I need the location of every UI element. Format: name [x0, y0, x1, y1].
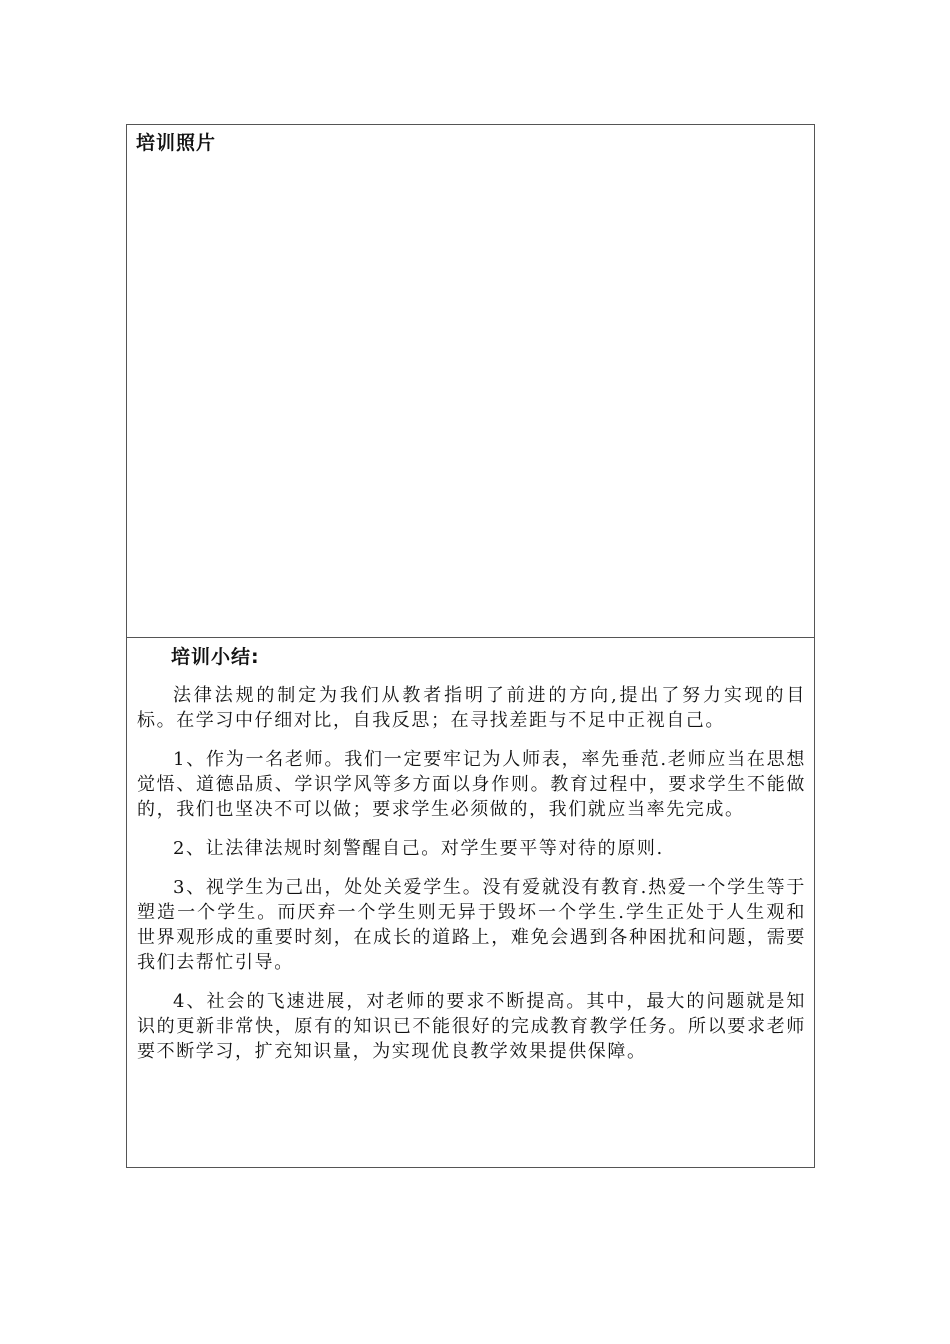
summary-paragraph-point-3: 3、视学生为己出，处处关爱学生。没有爱就没有教育.热爱一个学生等于塑造一个学生。而厌弃一个学生则无异于毁坏一个学生.学生正处于人生观和世界观形成的重要时刻，在成长的道路上，难免会遇到各种困扰和问题，需要我们去帮忙引导。	[137, 877, 806, 973]
summary-paragraph-point-2: 2、让法律法规时刻警醒自己。对学生要平等对待的原则.	[173, 838, 664, 859]
summary-paragraph-point-4: 4、社会的飞速进展，对老师的要求不断提高。其中，最大的问题就是知识的更新非常快，原有的知识已不能很好的完成教育教学任务。所以要求老师要不断学习，扩充知识量，为实现优良教学效果提供保障。	[137, 991, 806, 1062]
training-photo-heading: 培训照片	[136, 132, 217, 154]
training-photo-cell	[127, 125, 814, 638]
training-summary-cell	[127, 638, 814, 1167]
training-record-table	[126, 124, 815, 1168]
summary-paragraph-point-1: 1、作为一名老师。我们一定要牢记为人师表，率先垂范.老师应当在思想觉悟、道德品质、学识学风等多方面以身作则。教育过程中，要求学生不能做的，我们也坚决不可以做；要求学生必须做的，我们就应当率先完成。	[137, 749, 806, 820]
summary-paragraph-intro: 法律法规的制定为我们从教者指明了前进的方向,提出了努力实现的目标。在学习中仔细对比，自我反思；在寻找差距与不足中正视自己。	[137, 685, 806, 731]
training-summary-heading: 培训小结:	[171, 646, 260, 668]
